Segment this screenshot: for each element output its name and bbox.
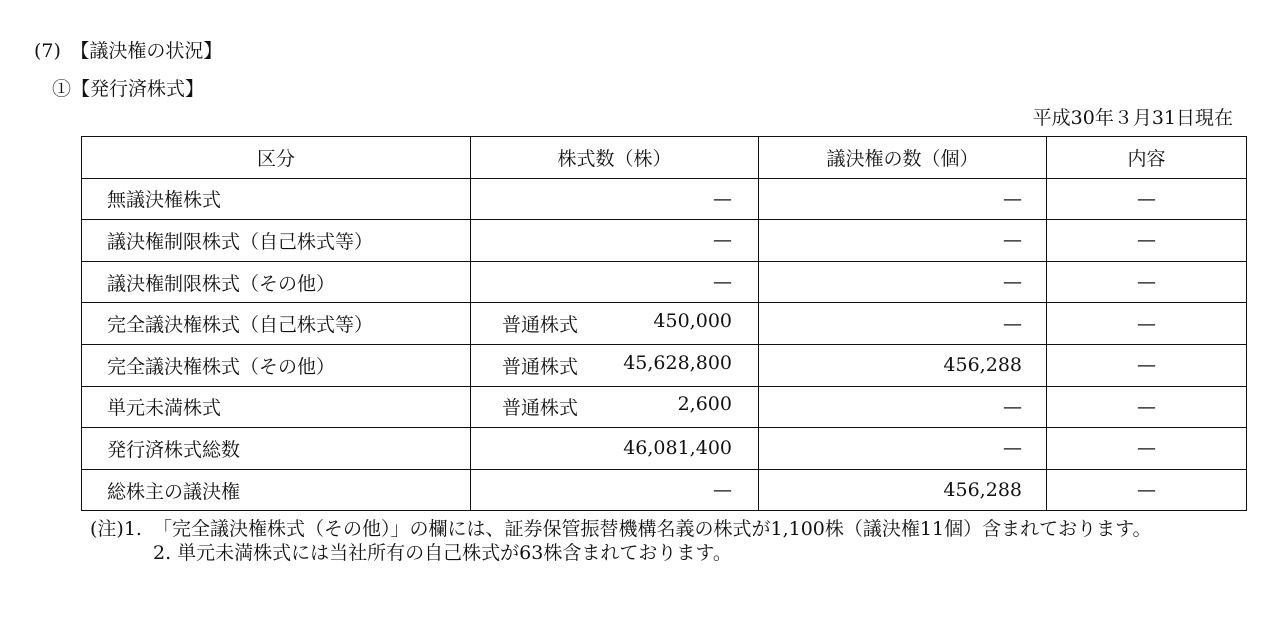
row-label: 単元未満株式	[82, 386, 471, 428]
shares-cell	[471, 303, 759, 345]
header-content: 内容	[1047, 137, 1247, 179]
row-label: 完全議決権株式（自己株式等）	[82, 303, 471, 345]
content-cell: —	[1047, 303, 1247, 345]
content-cell: —	[1047, 469, 1247, 511]
table-row	[82, 303, 1247, 345]
header-category: 区分	[82, 137, 471, 179]
share-count: 2,600	[677, 393, 732, 416]
table-row	[82, 344, 1247, 386]
share-type: 普通株式	[502, 397, 579, 420]
row-label: 無議決権株式	[82, 178, 471, 220]
as-of-date: 平成30年３月31日現在	[1032, 107, 1233, 129]
shares-cell	[471, 344, 759, 386]
table-row	[82, 428, 1247, 470]
header-votes: 議決権の数（個）	[759, 137, 1047, 179]
notes	[90, 517, 1251, 565]
issued-shares-table	[81, 136, 1247, 511]
content-cell: —	[1047, 261, 1247, 303]
votes-cell: —	[759, 386, 1047, 428]
table-row	[82, 178, 1247, 220]
shares-cell: —	[471, 261, 759, 303]
note-1: 「完全議決権株式（その他）」の欄には、証券保管振替機構名義の株式が1,100株（議決権11個）含まれております。	[153, 518, 1152, 540]
content-cell: —	[1047, 178, 1247, 220]
share-type: 普通株式	[502, 314, 579, 337]
votes-cell: 456,288	[759, 344, 1047, 386]
table-header-row	[82, 137, 1247, 179]
row-label: 完全議決権株式（その他）	[82, 344, 471, 386]
votes-cell: —	[759, 428, 1047, 470]
content-cell: —	[1047, 386, 1247, 428]
note-2: 2. 単元未満株式には当社所有の自己株式が63株含まれております。	[153, 542, 732, 564]
header-shares: 株式数（株）	[471, 137, 759, 179]
share-count: 450,000	[653, 310, 732, 333]
shares-cell: —	[471, 220, 759, 262]
row-label: 議決権制限株式（その他）	[82, 261, 471, 303]
row-label: 発行済株式総数	[82, 428, 471, 470]
content-cell: —	[1047, 220, 1247, 262]
table-row	[82, 469, 1247, 511]
sub-heading: ①【発行済株式】	[52, 78, 205, 100]
share-count: 45,628,800	[623, 351, 732, 374]
votes-cell: —	[759, 178, 1047, 220]
shares-cell	[471, 386, 759, 428]
note-prefix: (注)1.	[90, 518, 142, 540]
shares-cell: —	[471, 469, 759, 511]
shares-cell: —	[471, 178, 759, 220]
table-row	[82, 261, 1247, 303]
content-cell: —	[1047, 344, 1247, 386]
table-row	[82, 386, 1247, 428]
votes-cell: —	[759, 261, 1047, 303]
votes-cell: 456,288	[759, 469, 1047, 511]
row-label: 議決権制限株式（自己株式等）	[82, 220, 471, 262]
row-label: 総株主の議決権	[82, 469, 471, 511]
votes-cell: —	[759, 303, 1047, 345]
shares-cell: 46,081,400	[471, 428, 759, 470]
table-row	[82, 220, 1247, 262]
section-heading: (7) 【議決権の状況】	[34, 40, 223, 62]
votes-cell: —	[759, 220, 1047, 262]
share-type: 普通株式	[502, 355, 579, 378]
content-cell: —	[1047, 428, 1247, 470]
